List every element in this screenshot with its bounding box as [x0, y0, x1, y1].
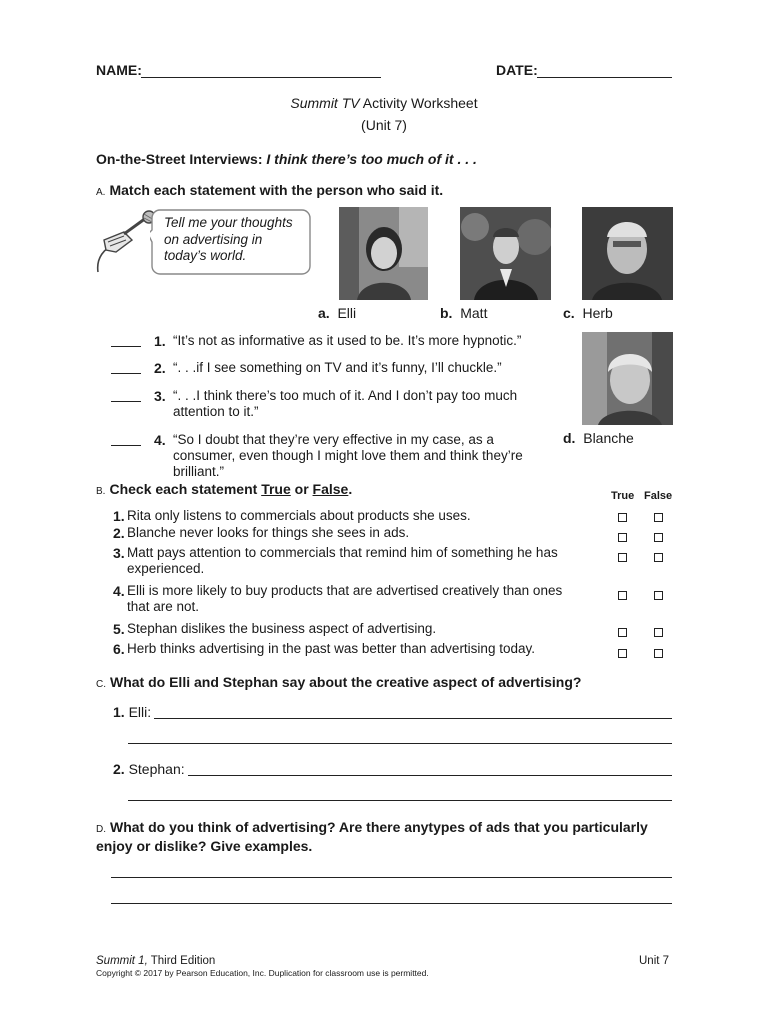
checkbox-false[interactable]: [654, 649, 663, 658]
checkbox-false[interactable]: [654, 533, 663, 542]
c-item-stephan: 2. Stephan:: [113, 761, 185, 777]
photo-herb-image: [582, 207, 673, 300]
title-rest: Activity Worksheet: [359, 95, 478, 111]
checkbox-true[interactable]: [618, 553, 627, 562]
answer-blank-a3[interactable]: [111, 401, 141, 402]
photo-matt-image: [460, 207, 551, 300]
answer-line-stephan[interactable]: [188, 775, 672, 776]
false-word: False: [312, 481, 349, 497]
topic-label: On-the-Street Interviews:: [96, 151, 263, 167]
b-item-text: Rita only listens to commercials about products she uses.: [127, 508, 471, 523]
b-item-text: Stephan dislikes the business aspect of advertising.: [127, 621, 437, 636]
footer-unit: Unit 7: [639, 955, 670, 967]
caption-blanche: d. Blanche: [563, 430, 634, 446]
checkbox-true[interactable]: [618, 628, 627, 637]
column-true-header: True: [611, 490, 635, 502]
b-item-num: 3.: [113, 545, 125, 561]
checkbox-true[interactable]: [618, 649, 627, 658]
b-item-num: 4.: [113, 583, 125, 599]
answer-line-d-1[interactable]: [111, 877, 672, 878]
checkbox-true[interactable]: [618, 533, 627, 542]
checkbox-false[interactable]: [654, 591, 663, 600]
worksheet-title: [0, 95, 768, 111]
a-item-text: “So I doubt that they’re very effective in my case, as a consumer, even though I might love them and think they’re brilliant.”: [173, 432, 523, 479]
photo-elli-image: [339, 207, 428, 300]
b-item-text: Elli is more likely to buy products that are advertised creatively than ones that are not.: [127, 583, 563, 614]
a-item-num: 2.: [154, 360, 166, 376]
section-a-instruction: Match each statement with the person who said it.: [109, 182, 444, 198]
answer-line-elli[interactable]: [154, 718, 672, 719]
section-c-letter: C.: [96, 679, 106, 690]
worksheet-unit: (Unit 7): [361, 117, 407, 133]
name-blank[interactable]: [141, 77, 381, 78]
column-false-header: False: [644, 490, 673, 502]
true-word: True: [261, 481, 291, 497]
a-item-num: 3.: [154, 388, 166, 404]
b-item-num: 5.: [113, 621, 125, 637]
footer-book: Summit 1, Third Edition: [96, 955, 216, 967]
a-item-num: 4.: [154, 432, 166, 448]
checkbox-false[interactable]: [654, 553, 663, 562]
caption-elli: a. Elli: [318, 305, 357, 321]
b-item-num: 1.: [113, 508, 125, 524]
b-item-num: 2.: [113, 525, 125, 541]
answer-line-d-2[interactable]: [111, 903, 672, 904]
b-item-num: 6.: [113, 641, 125, 657]
c-item-elli: 1. Elli:: [113, 704, 152, 720]
photo-elli: [339, 207, 428, 300]
caption-matt: b. Matt: [440, 305, 488, 321]
section-b-heading: B. Check each statement True or False.: [96, 481, 353, 497]
topic-quote: I think there’s too much of it . . .: [266, 151, 477, 167]
answer-blank-a4[interactable]: [111, 445, 141, 446]
b-item-text: Herb thinks advertising in the past was better than advertising today.: [127, 641, 535, 656]
photo-blanche-image: [582, 332, 673, 425]
topic-line: [96, 151, 477, 167]
checkbox-false[interactable]: [654, 513, 663, 522]
section-a-heading: [96, 182, 443, 198]
section-d-letter: D.: [96, 824, 106, 835]
a-item-num: 1.: [154, 333, 166, 349]
answer-blank-a1[interactable]: [111, 346, 141, 347]
photo-blanche: [582, 332, 673, 425]
a-item-text: “. . .I think there’s too much of it. And I don’t pay too much attention to it.”: [173, 388, 518, 419]
b-item-text: Matt pays attention to commercials that remind him of something he has experienced.: [127, 545, 558, 576]
section-d-heading: D. What do you think of advertising? Are there anytypes of ads that you particularly enjoy or dislike? Give examples.: [96, 819, 648, 854]
checkbox-false[interactable]: [654, 628, 663, 637]
section-a-letter: A.: [96, 187, 106, 198]
section-b-letter: B.: [96, 486, 106, 497]
checkbox-true[interactable]: [618, 513, 627, 522]
answer-blank-a2[interactable]: [111, 373, 141, 374]
speech-bubble-text: Tell me your thoughts on advertising in today’s world.: [164, 215, 293, 263]
b-item-text: Blanche never looks for things she sees in ads.: [127, 525, 410, 540]
photo-matt: [460, 207, 551, 300]
date-blank[interactable]: [537, 77, 672, 78]
section-c-heading: C. What do Elli and Stephan say about the creative aspect of advertising?: [96, 674, 582, 690]
footer-copyright: Copyright © 2017 by Pearson Education, Inc. Duplication for classroom use is permitted.: [96, 968, 429, 978]
date-label: DATE:: [496, 62, 538, 78]
answer-line-elli-2[interactable]: [128, 743, 672, 744]
answer-line-stephan-2[interactable]: [128, 800, 672, 801]
title-italic: Summit TV: [290, 95, 360, 111]
checkbox-true[interactable]: [618, 591, 627, 600]
a-item-text: “. . .if I see something on TV and it’s funny, I’ll chuckle.”: [173, 360, 502, 375]
name-label: NAME:: [96, 62, 142, 78]
photo-herb: [582, 207, 673, 300]
a-item-text: “It’s not as informative as it used to be. It’s more hypnotic.”: [173, 333, 522, 348]
caption-herb: c. Herb: [563, 305, 613, 321]
